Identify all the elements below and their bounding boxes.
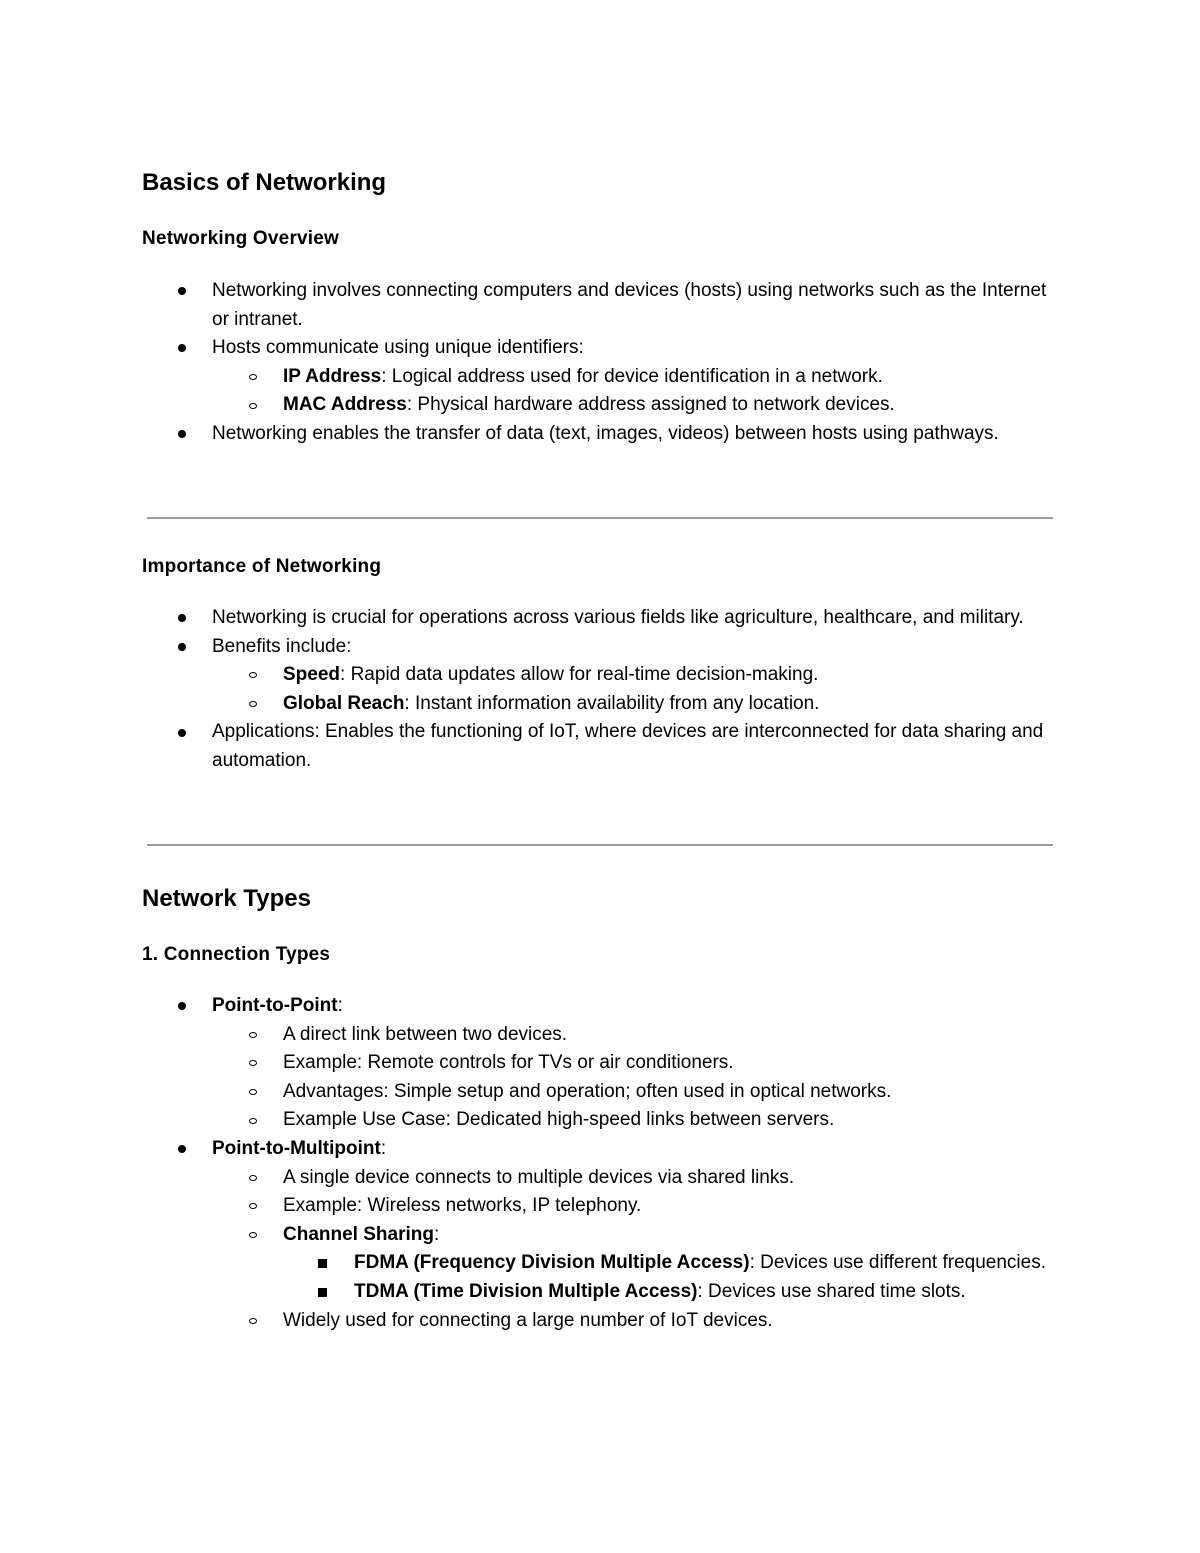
term-tdma: TDMA (Time Division Multiple Access)	[354, 1280, 698, 1302]
bullet-disc-icon	[178, 334, 186, 363]
list-item-text: Networking is crucial for operations across various fields like agriculture, healthcare, and military.	[212, 607, 1024, 628]
bullet-disc-icon	[178, 992, 186, 1021]
list-item-text: A direct link between two devices.	[283, 1023, 568, 1045]
list-item-text: Benefits include:	[212, 635, 352, 657]
connection-types-list	[0, 992, 1200, 1335]
list-item-text: Widely used for connecting a large number of IoT devices.	[283, 1309, 773, 1331]
term-channel-sharing: Channel Sharing	[283, 1223, 434, 1245]
list-item-text: Example: Wireless networks, IP telephony.	[283, 1195, 642, 1217]
list-item	[0, 277, 1200, 334]
list-item	[0, 1021, 1200, 1050]
list-item-text: :	[433, 1223, 440, 1245]
list-item	[0, 604, 1200, 633]
term-point-to-point: Point-to-Point	[212, 995, 338, 1016]
list-item	[0, 633, 1200, 662]
list-item-text: Hosts communicate using unique identifiers:	[212, 337, 584, 359]
list-item	[0, 661, 1200, 690]
list-item	[0, 1278, 1200, 1307]
list-item	[0, 334, 1200, 363]
term-fdma: FDMA (Frequency Division Multiple Access)	[354, 1252, 750, 1274]
list-item-text: :	[337, 995, 343, 1016]
list-item	[0, 992, 1200, 1021]
list-item-text: : Physical hardware address assigned to network devices.	[406, 394, 895, 416]
list-item	[0, 1106, 1200, 1135]
bullet-circle-icon	[249, 1307, 257, 1336]
list-item	[0, 363, 1200, 392]
list-item-text: : Rapid data updates allow for real-time decision-making.	[340, 664, 819, 686]
bullet-circle-icon	[249, 1021, 257, 1050]
list-item	[0, 1249, 1200, 1278]
bullet-square-icon	[318, 1278, 327, 1307]
term-mac-address: MAC Address	[283, 394, 407, 416]
bullet-circle-icon	[249, 1106, 257, 1135]
list-item	[0, 1164, 1200, 1193]
list-item	[0, 420, 1200, 449]
bullet-circle-icon	[249, 1164, 257, 1193]
overview-list	[0, 277, 1200, 449]
heading-importance-of-networking: Importance of Networking	[142, 556, 382, 577]
list-item	[0, 1221, 1200, 1250]
term-global-reach: Global Reach	[283, 692, 405, 714]
list-item	[0, 391, 1200, 420]
section-title-network-types: Network Types	[142, 885, 311, 912]
term-point-to-multipoint: Point-to-Multipoint	[212, 1137, 381, 1159]
bullet-circle-icon	[249, 1192, 257, 1221]
list-item-text: : Devices use different frequencies.	[749, 1252, 1046, 1274]
list-item	[0, 690, 1200, 719]
list-item-text: Networking involves connecting computers and devices (hosts) using networks such as the Internet or intranet.	[212, 280, 1047, 330]
list-item-text: A single device connects to multiple devices via shared links.	[283, 1166, 795, 1188]
bullet-circle-icon	[249, 363, 257, 392]
list-item-text: Applications: Enables the functioning of IoT, where devices are interconnected for data sharing and automation.	[212, 721, 1044, 771]
bullet-disc-icon	[178, 277, 186, 306]
term-ip-address: IP Address	[283, 365, 382, 387]
bullet-disc-icon	[178, 1135, 186, 1164]
bullet-disc-icon	[178, 420, 186, 449]
bullet-disc-icon	[178, 718, 186, 747]
horizontal-divider	[147, 517, 1053, 519]
section-title-basics: Basics of Networking	[142, 169, 387, 196]
bullet-circle-icon	[249, 661, 257, 690]
list-item-text: :	[380, 1137, 387, 1159]
list-item-text: Example: Remote controls for TVs or air conditioners.	[283, 1052, 734, 1074]
list-item	[0, 718, 1200, 775]
list-item-text: : Instant information availability from any location.	[404, 692, 820, 714]
bullet-disc-icon	[178, 604, 186, 633]
list-item	[0, 1049, 1200, 1078]
bullet-circle-icon	[249, 690, 257, 719]
list-item-text: Networking enables the transfer of data (text, images, videos) between hosts using pathways.	[212, 422, 999, 444]
list-item-text: : Logical address used for device identification in a network.	[381, 365, 883, 387]
list-item	[0, 1192, 1200, 1221]
list-item	[0, 1078, 1200, 1107]
list-item-text: : Devices use shared time slots.	[697, 1280, 966, 1302]
list-item	[0, 1307, 1200, 1336]
bullet-circle-icon	[249, 1049, 257, 1078]
heading-connection-types: 1. Connection Types	[142, 944, 331, 965]
bullet-circle-icon	[249, 391, 257, 420]
bullet-square-icon	[318, 1249, 327, 1278]
importance-list	[0, 604, 1200, 776]
bullet-disc-icon	[178, 633, 186, 662]
term-speed: Speed	[283, 664, 341, 686]
heading-networking-overview: Networking Overview	[142, 228, 340, 249]
list-item-text: Advantages: Simple setup and operation; often used in optical networks.	[283, 1080, 892, 1102]
horizontal-divider	[147, 844, 1053, 846]
list-item	[0, 1135, 1200, 1164]
bullet-circle-icon	[249, 1221, 257, 1250]
list-item-text: Example Use Case: Dedicated high-speed links between servers.	[283, 1109, 835, 1131]
bullet-circle-icon	[249, 1078, 257, 1107]
